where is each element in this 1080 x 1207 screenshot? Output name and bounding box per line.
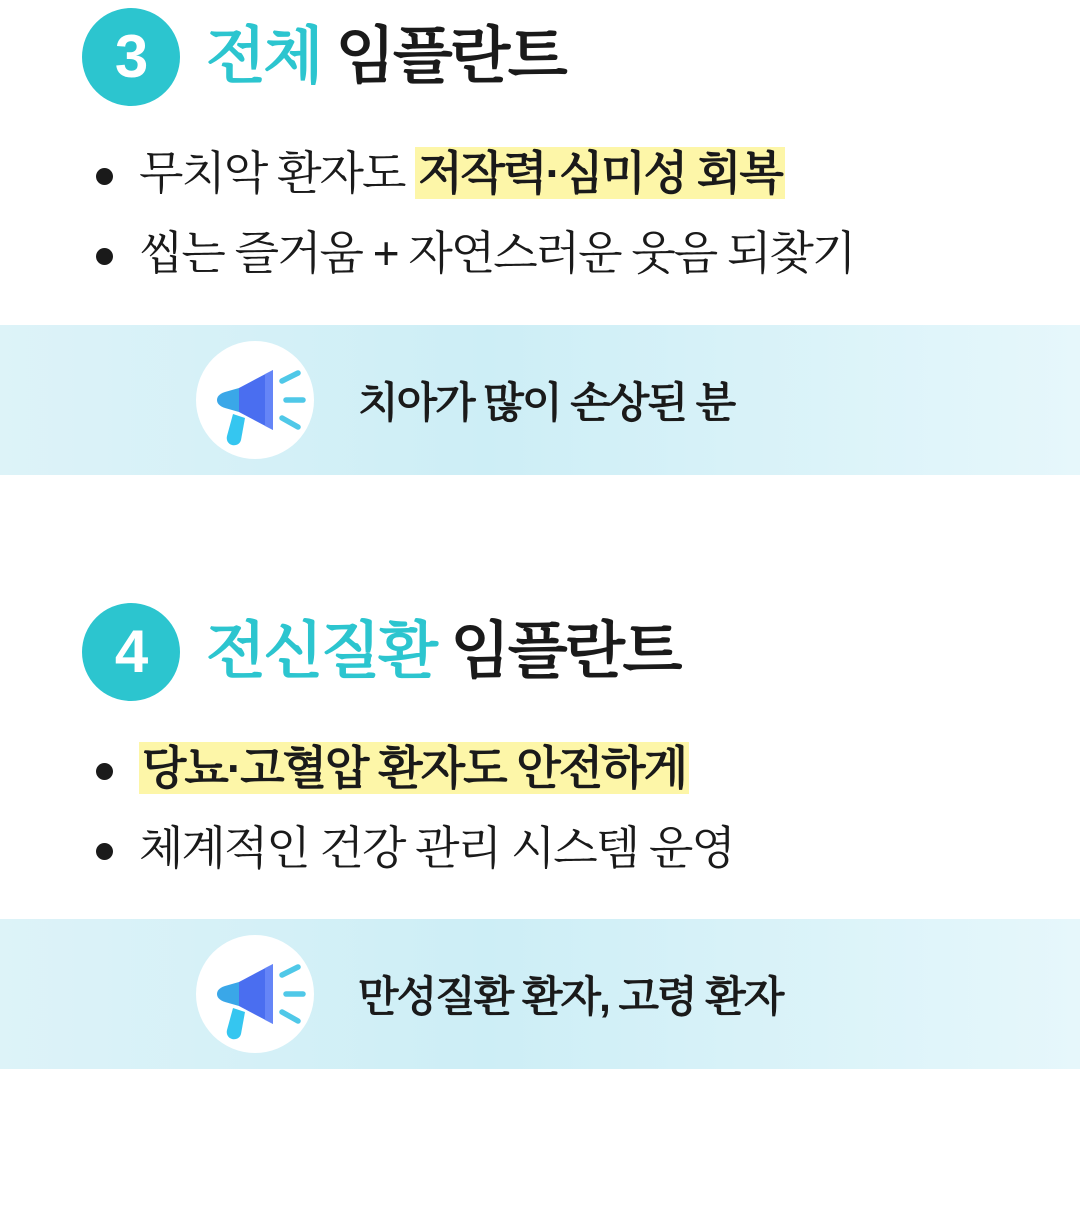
bullet-text-highlight: 저작력·심미성 회복 [415,147,785,199]
list-item [96,146,1080,200]
section-3-bullet-2 [139,226,854,280]
section-divider-space [0,475,1080,603]
section-3-number-badge: 3 [82,8,180,106]
section-3-bullet-1 [139,146,785,200]
list-item [96,821,1080,875]
section-4-title [206,616,680,686]
section-4-title-accent: 전신질환 [206,616,436,686]
section-3-heading [0,8,1080,106]
section-3-callout [0,325,1080,475]
section-4-title-rest: 임플란트 [450,616,680,686]
section-3 [0,0,1080,475]
section-4-bullet-1 [139,741,689,795]
bullet-dot-icon [96,763,113,780]
bullet-text-plain: 체계적인 건강 관리 시스템 운영 [139,821,734,874]
section-4 [0,603,1080,1070]
section-4-bullet-list [0,741,1080,876]
list-item [96,226,1080,280]
section-4-number-badge: 4 [82,603,180,701]
section-3-callout-text: 치아가 많이 손상된 분 [358,378,735,426]
section-4-callout-text: 만성질환 환자, 고령 환자 [358,973,783,1021]
section-3-bullet-list [0,146,1080,281]
bullet-dot-icon [96,168,113,185]
bullet-dot-icon [96,248,113,265]
section-3-title-accent: 전체 [206,22,321,91]
bullet-text-highlight: 당뇨·고혈압 환자도 안전하게 [139,742,689,794]
bullet-text-plain: 씹는 즐거움 + 자연스러운 웃음 되찾기 [139,227,855,280]
bullet-text-plain: 무치악 환자도 [139,147,416,199]
section-4-heading [0,603,1080,701]
megaphone-icon [196,341,314,459]
megaphone-icon [196,935,314,1053]
bullet-dot-icon [96,843,113,860]
section-3-title [206,22,566,91]
section-4-callout [0,919,1080,1069]
section-4-bullet-2 [139,821,734,875]
section-3-title-rest: 임플란트 [335,22,566,91]
list-item [96,741,1080,795]
